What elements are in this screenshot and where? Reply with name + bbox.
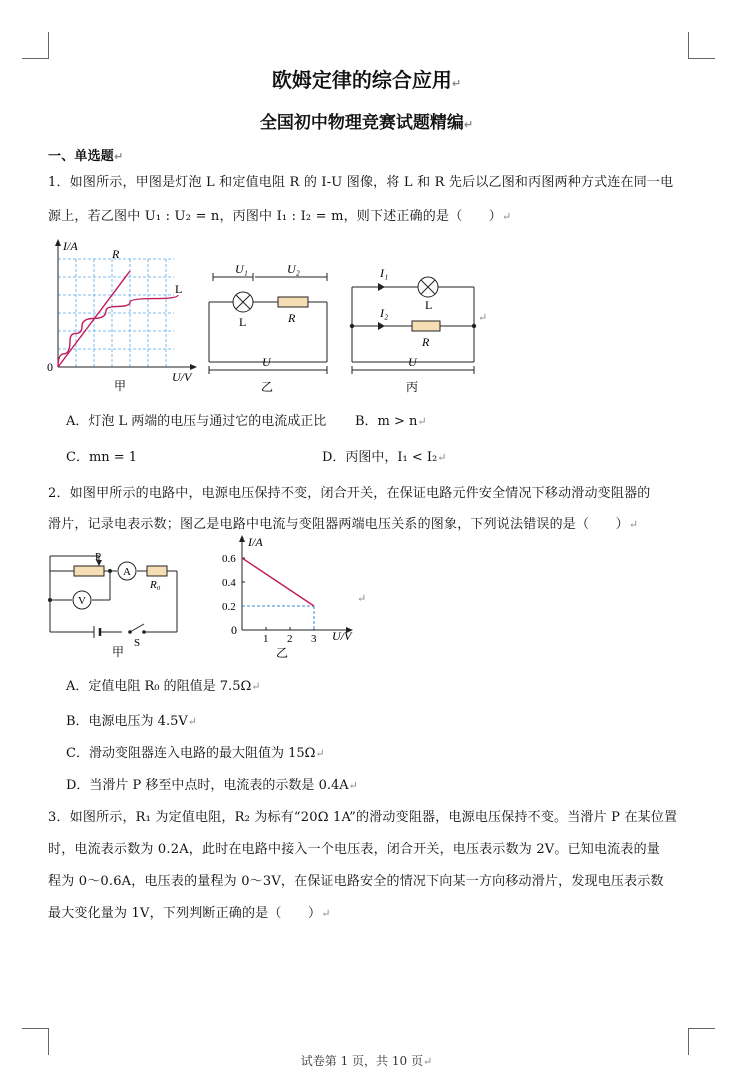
y-axis-arrow: [55, 239, 61, 246]
label-lamp: L: [239, 315, 247, 329]
q1-option-b[interactable]: B．m > n↵: [355, 414, 427, 429]
series-L-label: L: [175, 282, 183, 296]
switch-contact-icon: [142, 630, 146, 634]
q1-graph-jia: [40, 236, 200, 396]
question-3-text-line-1: 3．如图所示，R₁ 为定值电阻，R₂ 为标有“20Ω 1A”的滑动变阻器，电源电压保持不变。当滑片 P 在某位置: [48, 810, 678, 825]
y-axis-label: I/A: [248, 535, 263, 549]
figure-caption: 乙: [261, 380, 274, 394]
section-heading: 一、单选题↵: [48, 149, 124, 164]
corner-mark-bottom-right: [688, 1028, 715, 1055]
slider-label: P: [95, 551, 102, 563]
figure-caption: 甲: [112, 645, 125, 659]
switch-label: S: [134, 637, 141, 649]
q1-circuit-bing: [346, 262, 491, 396]
label-u: U: [408, 355, 417, 369]
question-3-text-line-4: 最大变化量为 1V，下列判断正确的是（ ）↵: [48, 906, 331, 921]
x-tick-label: 1: [263, 633, 269, 645]
figure-caption: 甲: [114, 379, 127, 393]
voltmeter-label: V: [78, 595, 86, 607]
corner-mark-top-right: [688, 32, 715, 59]
current-arrow-icon: [378, 283, 385, 291]
corner-mark-bottom-left: [22, 1028, 49, 1055]
q1-option-d[interactable]: D．丙图中，I₁ < I₂↵: [322, 450, 447, 465]
resistor-icon: [278, 297, 308, 307]
junction-node: [48, 598, 52, 602]
q2-option-a[interactable]: A．定值电阻 R₀ 的阻值是 7.5Ω↵: [66, 679, 261, 694]
page-footer: 试卷第 1 页，共 10 页↵: [300, 1054, 433, 1068]
corner-mark-top-left: [22, 32, 49, 59]
current-arrow-icon: [378, 322, 385, 330]
series-line: [242, 558, 314, 606]
junction-node: [350, 324, 354, 328]
y-tick-label: 0.4: [222, 577, 236, 589]
label-resistor: R: [288, 311, 296, 325]
q1-option-c[interactable]: C．mn = 1: [66, 450, 138, 465]
r0-label: R₀: [150, 579, 161, 591]
lamp-icon: [418, 277, 438, 297]
lamp-icon: [233, 292, 253, 312]
label-u1: U₁: [235, 262, 248, 276]
question-1-text-line-2: 源上，若乙图中 U₁ : U₂ = n，丙图中 I₁ : I₂ = m，则下述正确的是（ ）↵: [48, 209, 512, 224]
q1-option-a[interactable]: A．灯泡 L 两端的电压与通过它的电流成正比: [66, 414, 327, 429]
graph-grid: [58, 259, 174, 367]
switch-icon: [128, 630, 132, 634]
series-R-label: R: [112, 247, 120, 261]
figure-return-mark: ↵: [478, 311, 488, 324]
question-2-text-line-2: 滑片，记录电表示数；图乙是电路中电流与变阻器两端电压关系的图象，下列说法错误的是（ ）↵: [48, 517, 639, 532]
ammeter-label: A: [123, 566, 131, 578]
question-1-text-line-1: 1．如图所示，甲图是灯泡 L 和定值电阻 R 的 I-U 图像，将 L 和 R 先后以乙图和丙图两种方式连在同一电: [48, 175, 674, 190]
label-i1: I₁: [380, 266, 389, 280]
figure-caption: 丙: [406, 380, 419, 394]
junction-node: [472, 324, 476, 328]
q2-option-b[interactable]: B．电源电压为 4.5V↵: [66, 714, 197, 729]
question-2-text-line-1: 2．如图甲所示的电路中，电源电压保持不变，闭合开关，在保证电路元件安全情况下移动滑动变阻器的: [48, 486, 651, 501]
rheostat-icon: [74, 566, 104, 576]
document-subtitle: 全国初中物理竞赛试题精编↵: [259, 113, 474, 133]
x-tick-label: 3: [311, 633, 317, 645]
label-u2: U₂: [287, 262, 300, 276]
origin-label: 0: [47, 360, 53, 374]
label-u: U: [262, 355, 271, 369]
origin-label: 0: [231, 623, 237, 637]
x-axis-label: U/V: [332, 629, 352, 643]
question-3-text-line-2: 时，电流表示数为 0.2A，此时在电路中接入一个电压表，闭合开关，电压表示数为 2V。已知电流表的量: [48, 842, 660, 857]
x-tick-label: 2: [287, 633, 293, 645]
junction-node: [108, 569, 112, 573]
figure-return-mark: ↵: [357, 592, 367, 605]
y-axis-arrow: [239, 535, 245, 542]
y-tick-label: 0.6: [222, 553, 236, 565]
label-lamp: L: [425, 298, 433, 312]
resistor-r0-icon: [147, 566, 167, 576]
battery-icon: [94, 626, 100, 638]
q1-circuit-yi: [203, 262, 335, 396]
x-axis-label: U/V: [172, 370, 192, 384]
q2-option-d[interactable]: D．当滑片 P 移至中点时，电流表的示数是 0.4A↵: [66, 778, 358, 793]
resistor-icon: [412, 321, 440, 331]
q2-option-c[interactable]: C．滑动变阻器连入电路的最大阻值为 15Ω↵: [66, 746, 325, 761]
q2-circuit-jia: [44, 546, 184, 664]
y-axis-label: I/A: [63, 239, 78, 253]
y-tick-label: 0.2: [222, 601, 236, 613]
figure-caption: 乙: [276, 646, 289, 660]
q2-graph-yi: [222, 534, 362, 662]
document-title: 欧姆定律的综合应用↵: [271, 68, 462, 92]
label-i2: I₂: [380, 306, 389, 320]
label-resistor: R: [422, 335, 430, 349]
question-3-text-line-3: 程为 0～0.6A，电压表的量程为 0～3V，在保证电路安全的情况下向某一方向移动滑片，发现电压表示数: [48, 874, 664, 889]
